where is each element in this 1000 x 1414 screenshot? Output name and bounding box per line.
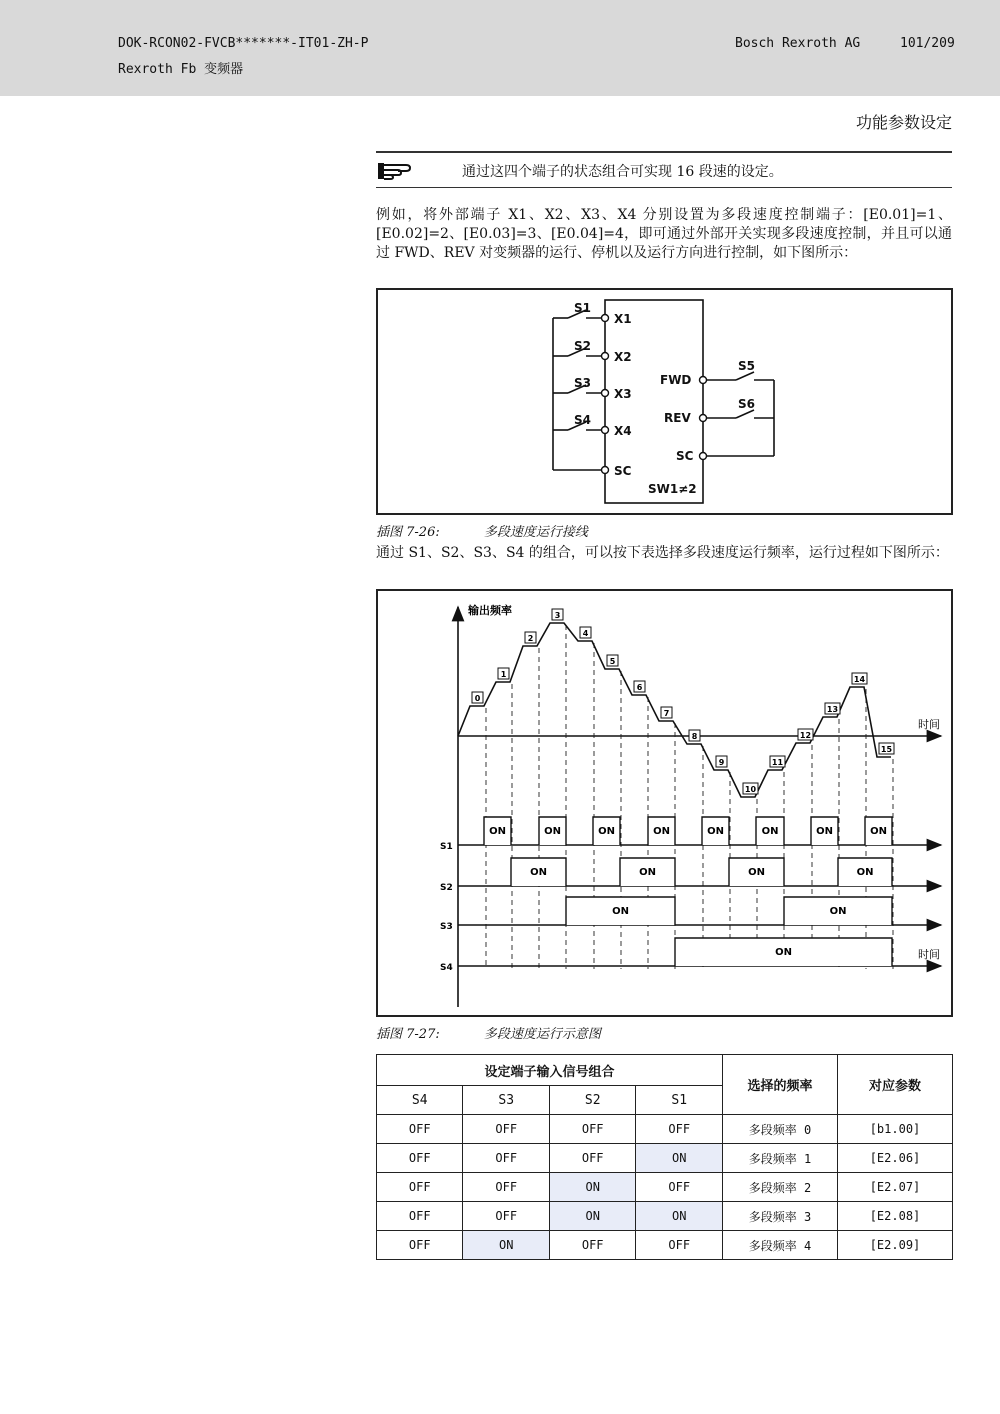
- cell-s3: OFF: [463, 1202, 549, 1231]
- page-header: [0, 0, 1000, 96]
- terminal-rev: REV: [664, 411, 691, 425]
- cell-param: [E2.07]: [838, 1173, 953, 1202]
- company-name: Bosch Rexroth AG: [735, 36, 861, 51]
- step-label: 6: [636, 683, 643, 692]
- on-label: ON: [598, 826, 615, 837]
- cell-s2: ON: [549, 1202, 635, 1231]
- on-label: ON: [489, 826, 506, 837]
- param-header: 对应参数: [838, 1055, 953, 1115]
- step-label: 5: [609, 657, 616, 666]
- doc-subtitle: Rexroth Fb 变频器: [118, 62, 244, 77]
- intro-paragraph: 例如，将外部端子 X1、X2、X3、X4 分别设置为多段速度控制端子：[E0.01]=1、[E0.02]=2、[E0.03]=3、[E0.04]=4，即可通过外部开关实现多段速度控制，并且可以通过 FWD、REV 对变频器的运行、停机以及运行方向进行控制，如下图所示：: [376, 207, 952, 261]
- cell-s1: ON: [636, 1202, 723, 1231]
- signal-label: S3: [440, 922, 453, 932]
- cell-s2: OFF: [549, 1144, 635, 1173]
- on-label: ON: [761, 826, 779, 837]
- terminal-sc-right: SC: [676, 449, 694, 463]
- cell-freq: 多段频率 3: [723, 1202, 838, 1231]
- step-label: 0: [474, 694, 481, 703]
- step-label: 2: [527, 634, 534, 643]
- freq-header: 选择的频率: [723, 1055, 838, 1115]
- step-label: 7: [663, 709, 670, 718]
- page-number: 101/209: [900, 36, 955, 51]
- timing-paragraph: 通过 S1、S2、S3、S4 的组合，可以按下表选择多段速度运行频率，运行过程如下图所示：: [376, 545, 949, 561]
- step-label: 8: [691, 732, 698, 741]
- cell-freq: 多段频率 0: [723, 1115, 838, 1144]
- wiring-diagram: [376, 288, 953, 515]
- terminal-x4: X4: [614, 424, 632, 438]
- on-label: ON: [530, 867, 547, 878]
- header-s4: S4: [377, 1086, 463, 1115]
- step-label: 1: [500, 670, 507, 679]
- x-axis-label: 时间: [918, 718, 940, 731]
- on-label: ON: [544, 826, 561, 837]
- table-row: [377, 1115, 953, 1144]
- cell-param: [E2.09]: [838, 1231, 953, 1260]
- table-row: [377, 1231, 953, 1260]
- on-label: ON: [612, 906, 629, 917]
- cell-s3: OFF: [463, 1173, 549, 1202]
- note-box: [376, 151, 952, 188]
- x-axis-label-bottom: 时间: [918, 948, 940, 961]
- step-label: 15: [880, 745, 893, 754]
- step-label: 14: [853, 675, 866, 684]
- header-s1: S1: [636, 1086, 723, 1115]
- step-label: 10: [744, 785, 757, 794]
- cell-s4: OFF: [377, 1173, 463, 1202]
- on-label: ON: [639, 867, 656, 878]
- table-row: [377, 1202, 953, 1231]
- signal-label: S2: [440, 883, 453, 893]
- cell-s4: OFF: [377, 1231, 463, 1260]
- switch-s6-label: S6: [738, 397, 755, 411]
- terminal-sc-left: SC: [614, 464, 632, 478]
- cell-s4: OFF: [377, 1115, 463, 1144]
- header-s3: S3: [463, 1086, 549, 1115]
- switch-s2-label: S2: [574, 339, 591, 353]
- doc-id: DOK-RCON02-FVCB*******-IT01-ZH-P: [118, 36, 369, 51]
- step-label: 12: [799, 731, 812, 740]
- on-label: ON: [829, 906, 847, 917]
- cell-s3: OFF: [463, 1115, 549, 1144]
- cell-param: [b1.00]: [838, 1115, 953, 1144]
- group-header: 设定端子输入信号组合: [377, 1055, 723, 1086]
- cell-freq: 多段频率 1: [723, 1144, 838, 1173]
- caption-1-number: 插图 7-26:: [376, 525, 440, 540]
- terminal-x2: X2: [614, 350, 632, 364]
- step-label: 3: [554, 611, 561, 620]
- cell-param: [E2.06]: [838, 1144, 953, 1173]
- table-row: [377, 1144, 953, 1173]
- on-label: ON: [816, 826, 833, 837]
- figure-caption-1: [376, 521, 588, 540]
- switch-s1-label: S1: [574, 301, 591, 315]
- switch-s5-label: S5: [738, 359, 755, 373]
- speed-selection-table: [376, 1054, 953, 1260]
- cell-param: [E2.08]: [838, 1202, 953, 1231]
- step-label: 11: [771, 758, 784, 767]
- caption-1-text: 多段速度运行接线: [483, 525, 588, 540]
- on-label: ON: [775, 947, 792, 958]
- cell-s1: OFF: [636, 1231, 723, 1260]
- terminal-x1: X1: [614, 312, 632, 326]
- cell-s1: ON: [636, 1144, 723, 1173]
- on-label: ON: [748, 867, 765, 878]
- cell-s2: OFF: [549, 1231, 635, 1260]
- pointing-hand-icon: [376, 159, 412, 181]
- on-label: ON: [653, 826, 670, 837]
- cell-s3: ON: [463, 1231, 549, 1260]
- cell-s1: OFF: [636, 1115, 723, 1144]
- cell-s1: OFF: [636, 1173, 723, 1202]
- signal-label: S1: [440, 842, 453, 852]
- cell-freq: 多段频率 2: [723, 1173, 838, 1202]
- section-title: 功能参数设定: [855, 113, 952, 132]
- timing-diagram: [376, 589, 953, 1017]
- note-text: 通过这四个端子的状态组合可实现 16 段速的设定。: [462, 164, 783, 180]
- signal-label: S4: [440, 963, 453, 973]
- cell-s4: OFF: [377, 1202, 463, 1231]
- cell-s2: OFF: [549, 1115, 635, 1144]
- on-label: ON: [856, 867, 874, 878]
- figure-caption-2: [376, 1023, 601, 1042]
- terminal-x3: X3: [614, 387, 632, 401]
- step-label: 9: [718, 758, 725, 767]
- terminal-fwd: FWD: [660, 373, 692, 387]
- header-s2: S2: [549, 1086, 635, 1115]
- caption-2-text: 多段速度运行示意图: [483, 1027, 601, 1042]
- step-label: 4: [582, 629, 589, 638]
- caption-2-number: 插图 7-27:: [376, 1027, 440, 1042]
- cell-s4: OFF: [377, 1144, 463, 1173]
- cell-s2: ON: [549, 1173, 635, 1202]
- switch-s3-label: S3: [574, 376, 591, 390]
- sw-setting-label: SW1≠2: [648, 482, 697, 496]
- step-label: 13: [826, 705, 839, 714]
- on-label: ON: [870, 826, 887, 837]
- switch-s4-label: S4: [574, 413, 591, 427]
- cell-freq: 多段频率 4: [723, 1231, 838, 1260]
- on-label: ON: [707, 826, 724, 837]
- y-axis-label: 输出频率: [468, 604, 512, 617]
- cell-s3: OFF: [463, 1144, 549, 1173]
- table-row: [377, 1173, 953, 1202]
